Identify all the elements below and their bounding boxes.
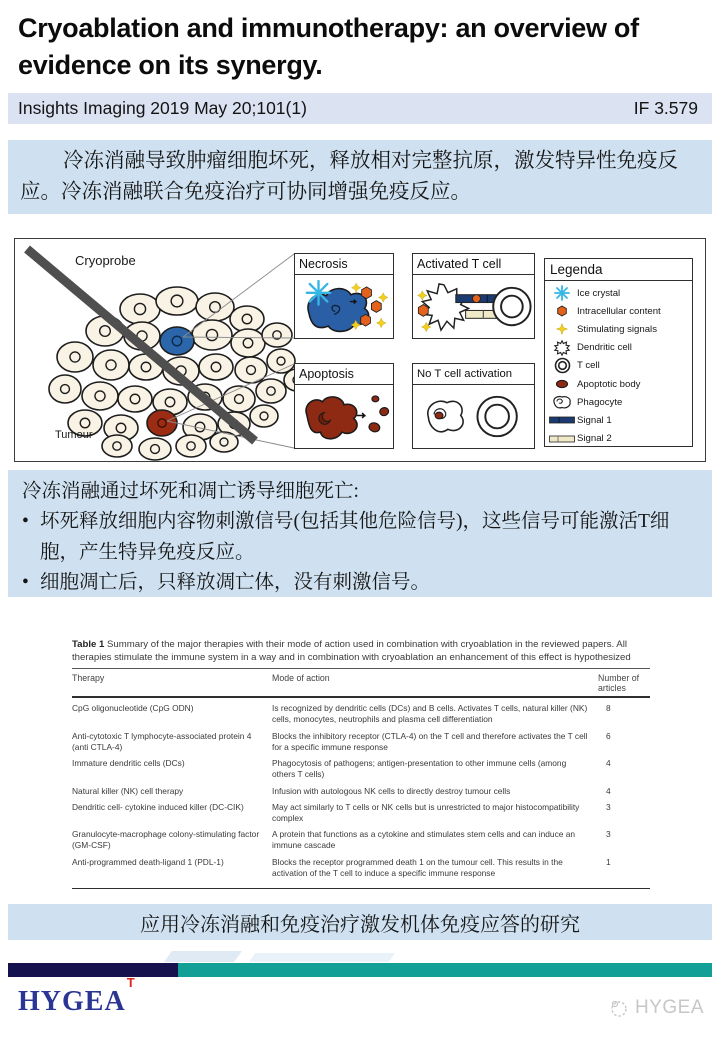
- legend-item: Intracellular content: [547, 302, 690, 320]
- therapy-cell: Immature dendritic cells (DCs): [72, 758, 185, 769]
- no-t-cell-activation-panel: [412, 363, 535, 449]
- hygea-watermark: HYGEA: [609, 997, 704, 1019]
- article-count-cell: 3: [606, 829, 611, 840]
- mode-of-action-cell: Is recognized by dendritic cells (DCs) and B cells. Activates T cells, natural killer (NK) cells, monocytes, neutrophils and plasma cell differentiation: [272, 703, 588, 725]
- footer-teal-bar: [178, 963, 712, 977]
- activated-t-cell-panel-title: Activated T cell: [413, 254, 534, 275]
- table-row: [72, 829, 650, 851]
- legend-item: Stimulating signals: [547, 320, 690, 338]
- legend-item: Apoptotic body: [547, 375, 690, 393]
- dendritic-cell-icon: [547, 339, 577, 357]
- necrosis-panel: [294, 253, 394, 339]
- legend-title: Legenda: [545, 259, 692, 281]
- table-row: [72, 802, 650, 824]
- intro-box: [8, 140, 712, 214]
- legend-item: Ice crystal: [547, 284, 690, 302]
- paper-table: [72, 638, 650, 889]
- stimulating-signals-icon: [547, 323, 577, 335]
- cryoprobe-label: Cryoprobe: [75, 253, 136, 268]
- mechanism-heading: 冷冻消融通过坏死和凋亡诱导细胞死亡:: [22, 481, 359, 502]
- journal-bar: [8, 93, 712, 124]
- phagocyte-icon: [547, 394, 577, 410]
- legend-items: [545, 281, 692, 448]
- article-count-cell: 4: [606, 785, 611, 796]
- decorative-streak: [164, 951, 242, 962]
- t-cell-icon: [547, 357, 577, 374]
- journal-citation: Insights Imaging 2019 May 20;101(1): [18, 98, 307, 118]
- table-caption: Table 1 Summary of the major therapies with their mode of action used in combination with cryoablation in the reviewed papers. All therapies stimulate the immune system in a way and in combination with cryoablation an enhancement of this effect is hypothesized: [72, 638, 650, 669]
- hygea-logo-mark: T: [126, 974, 136, 990]
- intro-text: 冷冻消融导致肿瘤细胞坏死，释放相对完整抗原，激发特异性免疫反应。冷冻消融联合免疫治疗可协同增强免疫反应。: [20, 150, 679, 204]
- mode-of-action-cell: Blocks the receptor programmed death 1 on the tumour cell. This results in the activation of the T cell to induce a specific immune response: [272, 856, 563, 878]
- mechanism-bullet: • 坏死释放细胞内容物刺激信号(包括其他危险信号)，这些信号可能激活T细胞，产生特异免疫反应。: [22, 511, 670, 563]
- article-count-cell: 1: [606, 856, 611, 867]
- column-header-mode: Mode of action: [272, 673, 330, 684]
- table-row: [72, 731, 650, 753]
- conclusion-bar: 应用冷冻消融和免疫治疗激发机体免疫应答的研究: [8, 904, 712, 940]
- signal-1-icon: [547, 416, 577, 424]
- table-row: [72, 758, 650, 780]
- article-count-cell: 6: [606, 730, 611, 741]
- activated-t-cell-icon: [413, 275, 534, 338]
- column-header-articles: Number of articles: [598, 673, 640, 694]
- therapy-cell: CpG oligonucleotide (CpG ODN): [72, 703, 194, 714]
- therapy-cell: Dendritic cell- cytokine induced killer (DC-CIK): [72, 801, 244, 812]
- ice-crystal-icon: [547, 285, 577, 301]
- mode-of-action-cell: May act similarly to T cells or NK cells but is unrestricted to major histocompatibility complex: [272, 801, 580, 823]
- apoptosis-icon: [295, 385, 393, 448]
- mechanism-box: [8, 470, 712, 597]
- no-t-cell-activation-panel-title: No T cell activation: [413, 364, 534, 385]
- table-header: [72, 669, 650, 698]
- necrosis-panel-title: Necrosis: [295, 254, 393, 275]
- legend-item: Signal 2: [547, 430, 690, 448]
- decorative-streak: [249, 953, 395, 962]
- apoptosis-panel-title: Apoptosis: [295, 364, 393, 385]
- no-t-cell-activation-icon: [413, 385, 534, 448]
- hygea-logo: $HYGEA^T$: [18, 974, 136, 1017]
- therapy-cell: Granulocyte-macrophage colony-stimulating factor (GM-CSF): [72, 829, 260, 851]
- intracellular-content-icon: [547, 305, 577, 317]
- table-row: [72, 786, 650, 797]
- legend-item: Dendritic cell: [547, 339, 690, 357]
- mechanism-bullet: • 细胞凋亡后，只释放凋亡体，没有刺激信号。: [22, 572, 431, 594]
- signal-2-icon: [547, 435, 577, 443]
- tumour-label: Tumour: [55, 429, 93, 441]
- impact-factor: IF 3.579: [633, 98, 698, 118]
- legend-item: T cell: [547, 357, 690, 375]
- therapy-cell: Natural killer (NK) cell therapy: [72, 785, 184, 796]
- article-count-cell: 8: [606, 703, 611, 714]
- cryoablation-figure: [14, 238, 706, 462]
- apoptosis-panel: [294, 363, 394, 449]
- hygea-watermark-icon: [609, 998, 629, 1018]
- necrosis-icon: [295, 275, 393, 338]
- apoptotic-body-icon: [547, 379, 577, 389]
- mode-of-action-cell: Blocks the inhibitory receptor (CTLA-4) on the T cell and therefore activates the T cell for a specific immune response: [272, 730, 588, 752]
- page-title: Cryoablation and immunotherapy: an overview of evidence on its synergy.: [18, 13, 639, 81]
- legend-item: Signal 1: [547, 411, 690, 429]
- footer-navy-bar: [8, 963, 178, 977]
- activated-t-cell-panel: [412, 253, 535, 339]
- column-header-therapy: Therapy: [72, 673, 105, 684]
- mode-of-action-cell: Phagocytosis of pathogens; antigen-presentation to other immune cells (among others T cells): [272, 758, 567, 780]
- table-row: [72, 857, 650, 879]
- article-count-cell: 3: [606, 801, 611, 812]
- table-row: [72, 703, 650, 725]
- legend-panel: [544, 258, 693, 447]
- therapy-cell: Anti-programmed death-ligand 1 (PDL-1): [72, 856, 224, 867]
- legend-item: Phagocyte: [547, 393, 690, 411]
- table-body: [72, 698, 650, 888]
- mode-of-action-cell: Infusion with autologous NK cells to directly destroy tumour cells: [272, 785, 511, 796]
- therapy-cell: Anti-cytotoxic T lymphocyte-associated protein 4 (anti CTLA-4): [72, 730, 252, 752]
- mode-of-action-cell: A protein that functions as a cytokine and stimulates stem cells and can induce an immune cascade: [272, 829, 576, 851]
- article-count-cell: 4: [606, 758, 611, 769]
